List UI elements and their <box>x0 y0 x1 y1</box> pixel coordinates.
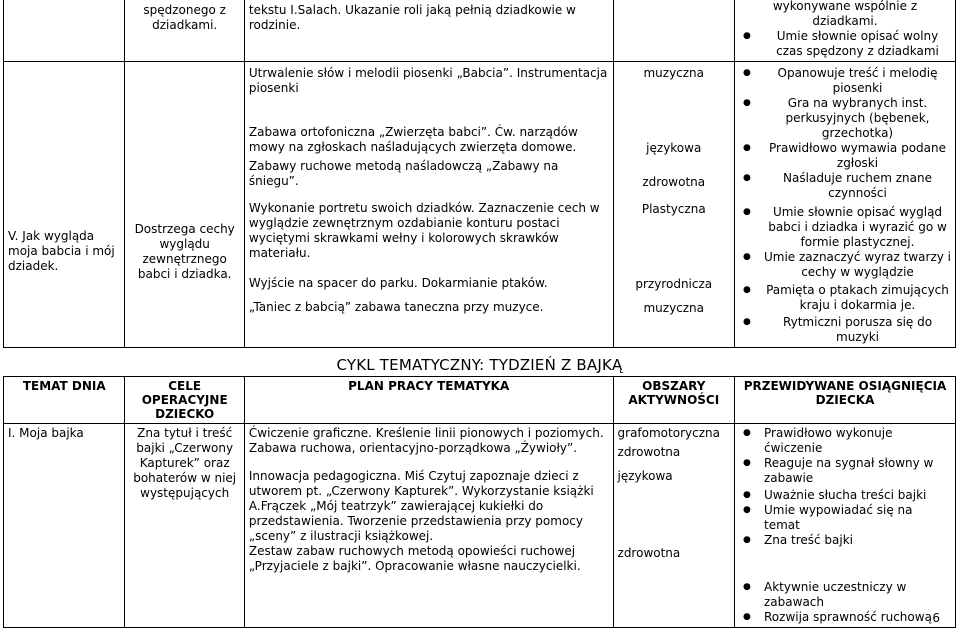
plan-item: Innowacja pedagogiczna. Miś Czytuj zapoznaje dzieci z utworem pt. „Czerwony Kapturek”. Wykorzystanie książki A.Frączek „Mój teatrzyk” zawierającej kukiełki do przedstawienia. Tworzenie przedstawienia przy pomocy „sceny” z ilustracji książkowej. <box>248 469 594 543</box>
lesson-plan-table-top <box>3 0 956 348</box>
activity-area: językowa <box>617 469 673 483</box>
topic-cell-continued <box>4 0 125 62</box>
plan-item: Zabawa ruchowa, orientacyjno-porządkowa „Żywioły”. <box>248 441 578 455</box>
achievement-item: ● Naśladuje ruchem znane czynności <box>739 171 951 201</box>
plan-item: Utrwalenie słów i melodii piosenki „Babcia”. Instrumentacja piosenki <box>248 66 608 95</box>
activity-area: Plastyczna <box>641 202 706 216</box>
achievement-cell <box>735 424 956 628</box>
area-cell <box>613 62 734 348</box>
achievement-item: ● Aktywnie uczestniczy w zabawach <box>739 580 951 610</box>
header-topic: TEMAT DNIA <box>4 377 125 424</box>
activity-area: językowa <box>646 141 702 155</box>
plan-item: Zestaw zabaw ruchowych metodą opowieści ruchowej „Przyjaciele z bajki”. Opracowanie własne nauczycielki. <box>248 544 581 573</box>
table-row <box>4 62 956 348</box>
plan-cell-continued <box>244 0 613 62</box>
topic-cell <box>4 424 125 628</box>
plan-item: Wykonanie portretu swoich dziadków. Zaznaczenie cech w wyglądzie zewnętrznym ozdabianie konturu postaci wyciętymi skrawkami wełny i kolorowych skrawków materiału. <box>248 201 600 260</box>
achievement-continuation: wykonywane wspólnie z dziadkami. <box>772 0 918 28</box>
achievement-item: ● Umie słownie opisać wygląd babci i dziadka i wyrazić go w formie plastycznej. <box>739 205 951 250</box>
operational-goal: Zna tytuł i treść bajki „Czerwony Kapturek” oraz bohaterów w niej występujących <box>133 426 237 500</box>
plan-cell <box>244 424 613 628</box>
header-achievements: PRZEWIDYWANE OSIĄGNIĘCIA DZIECKA <box>735 377 956 424</box>
achievement-cell-continued <box>735 0 956 62</box>
achievement-item: ● Zna treść bajki <box>739 533 951 548</box>
header-goals: CELE OPERACYJNE DZIECKO <box>125 377 244 424</box>
achievement-item: ● Pamięta o ptakach zimujących kraju i dokarmia je. <box>739 283 951 313</box>
plan-item: Ćwiczenie graficzne. Kreślenie linii pionowych i poziomych. <box>248 426 604 440</box>
activity-area: przyrodnicza <box>635 277 713 291</box>
achievement-item: ● Umie słownie opisać wolny czas spędzony z dziadkami <box>739 29 951 59</box>
activity-area: muzyczna <box>643 301 705 315</box>
activity-area: grafomotoryczna <box>617 426 720 440</box>
achievement-list <box>739 66 951 345</box>
achievement-item: ● Opanowuje treść i melodię piosenki <box>739 66 951 96</box>
area-cell-continued <box>613 0 734 62</box>
achievement-item: ● Rytmiczni porusza się do muzyki <box>739 315 951 345</box>
achievement-item: ● Prawidłowo wymawia podane zgłoski <box>739 141 951 171</box>
achievement-item: ● Umie wypowiadać się na temat <box>739 503 951 533</box>
achievement-item: ● Prawidłowo wykonuje ćwiczenie <box>739 426 951 456</box>
goal-cell <box>125 62 244 348</box>
area-cell <box>613 424 734 628</box>
topic-continuation: spędzonego z dziadkami. <box>143 3 226 32</box>
activity-area: muzyczna <box>643 66 705 80</box>
page-number: 6 <box>932 611 940 625</box>
achievement-item: ● Umie zaznaczyć wyraz twarzy i cechy w wyglądzie <box>739 250 951 280</box>
achievement-item: ● Gra na wybranych inst. perkusyjnych (bębenek, grzechotka) <box>739 96 951 141</box>
topic-cell <box>4 62 125 348</box>
day-topic: V. Jak wygląda moja babcia i mój dziadek. <box>8 229 115 273</box>
achievement-list <box>739 29 951 59</box>
plan-item: Zabawa ortofoniczna „Zwierzęta babci”. Ćw. narządów mowy na zgłoskach naśladujących zwierzęta domowe. <box>248 125 578 154</box>
achievement-item: ● Rozwija sprawność ruchową <box>739 610 951 625</box>
activity-area: zdrowotna <box>617 546 681 560</box>
lesson-plan-table-bottom <box>3 376 956 628</box>
goal-cell-continued <box>125 0 244 62</box>
achievement-item: ● Uważnie słucha treści bajki <box>739 488 951 503</box>
plan-item: tekstu I.Salach. Ukazanie roli jaką pełnią dziadkowie w rodzinie. <box>248 3 576 32</box>
goal-cell <box>125 424 244 628</box>
header-plan: PLAN PRACY TEMATYKA <box>244 377 613 424</box>
plan-cell <box>244 62 613 348</box>
cycle-title: CYKL TEMATYCZNY: TYDZIEŃ Z BAJKĄ <box>336 356 623 374</box>
activity-area: zdrowotna <box>642 175 706 189</box>
operational-goal: Dostrzega cechy wyglądu zewnętrznego babci i dziadka. <box>134 221 235 281</box>
table-row <box>4 424 956 628</box>
achievement-list <box>739 426 951 625</box>
plan-item: „Taniec z babcią” zabawa taneczna przy muzyce. <box>248 300 544 314</box>
activity-area: zdrowotna <box>617 445 681 459</box>
header-areas: OBSZARY AKTYWNOŚCI <box>613 377 734 424</box>
table-header-row <box>4 377 956 424</box>
achievement-cell <box>735 62 956 348</box>
plan-item: Zabawy ruchowe metodą naśladowczą „Zabawy na śniegu”. <box>248 159 559 188</box>
table-row <box>4 0 956 62</box>
plan-item: Wyjście na spacer do parku. Dokarmianie ptaków. <box>248 276 548 290</box>
achievement-item: ● Reaguje na sygnał słowny w zabawie <box>739 456 951 486</box>
day-topic: I. Moja bajka <box>8 426 84 440</box>
